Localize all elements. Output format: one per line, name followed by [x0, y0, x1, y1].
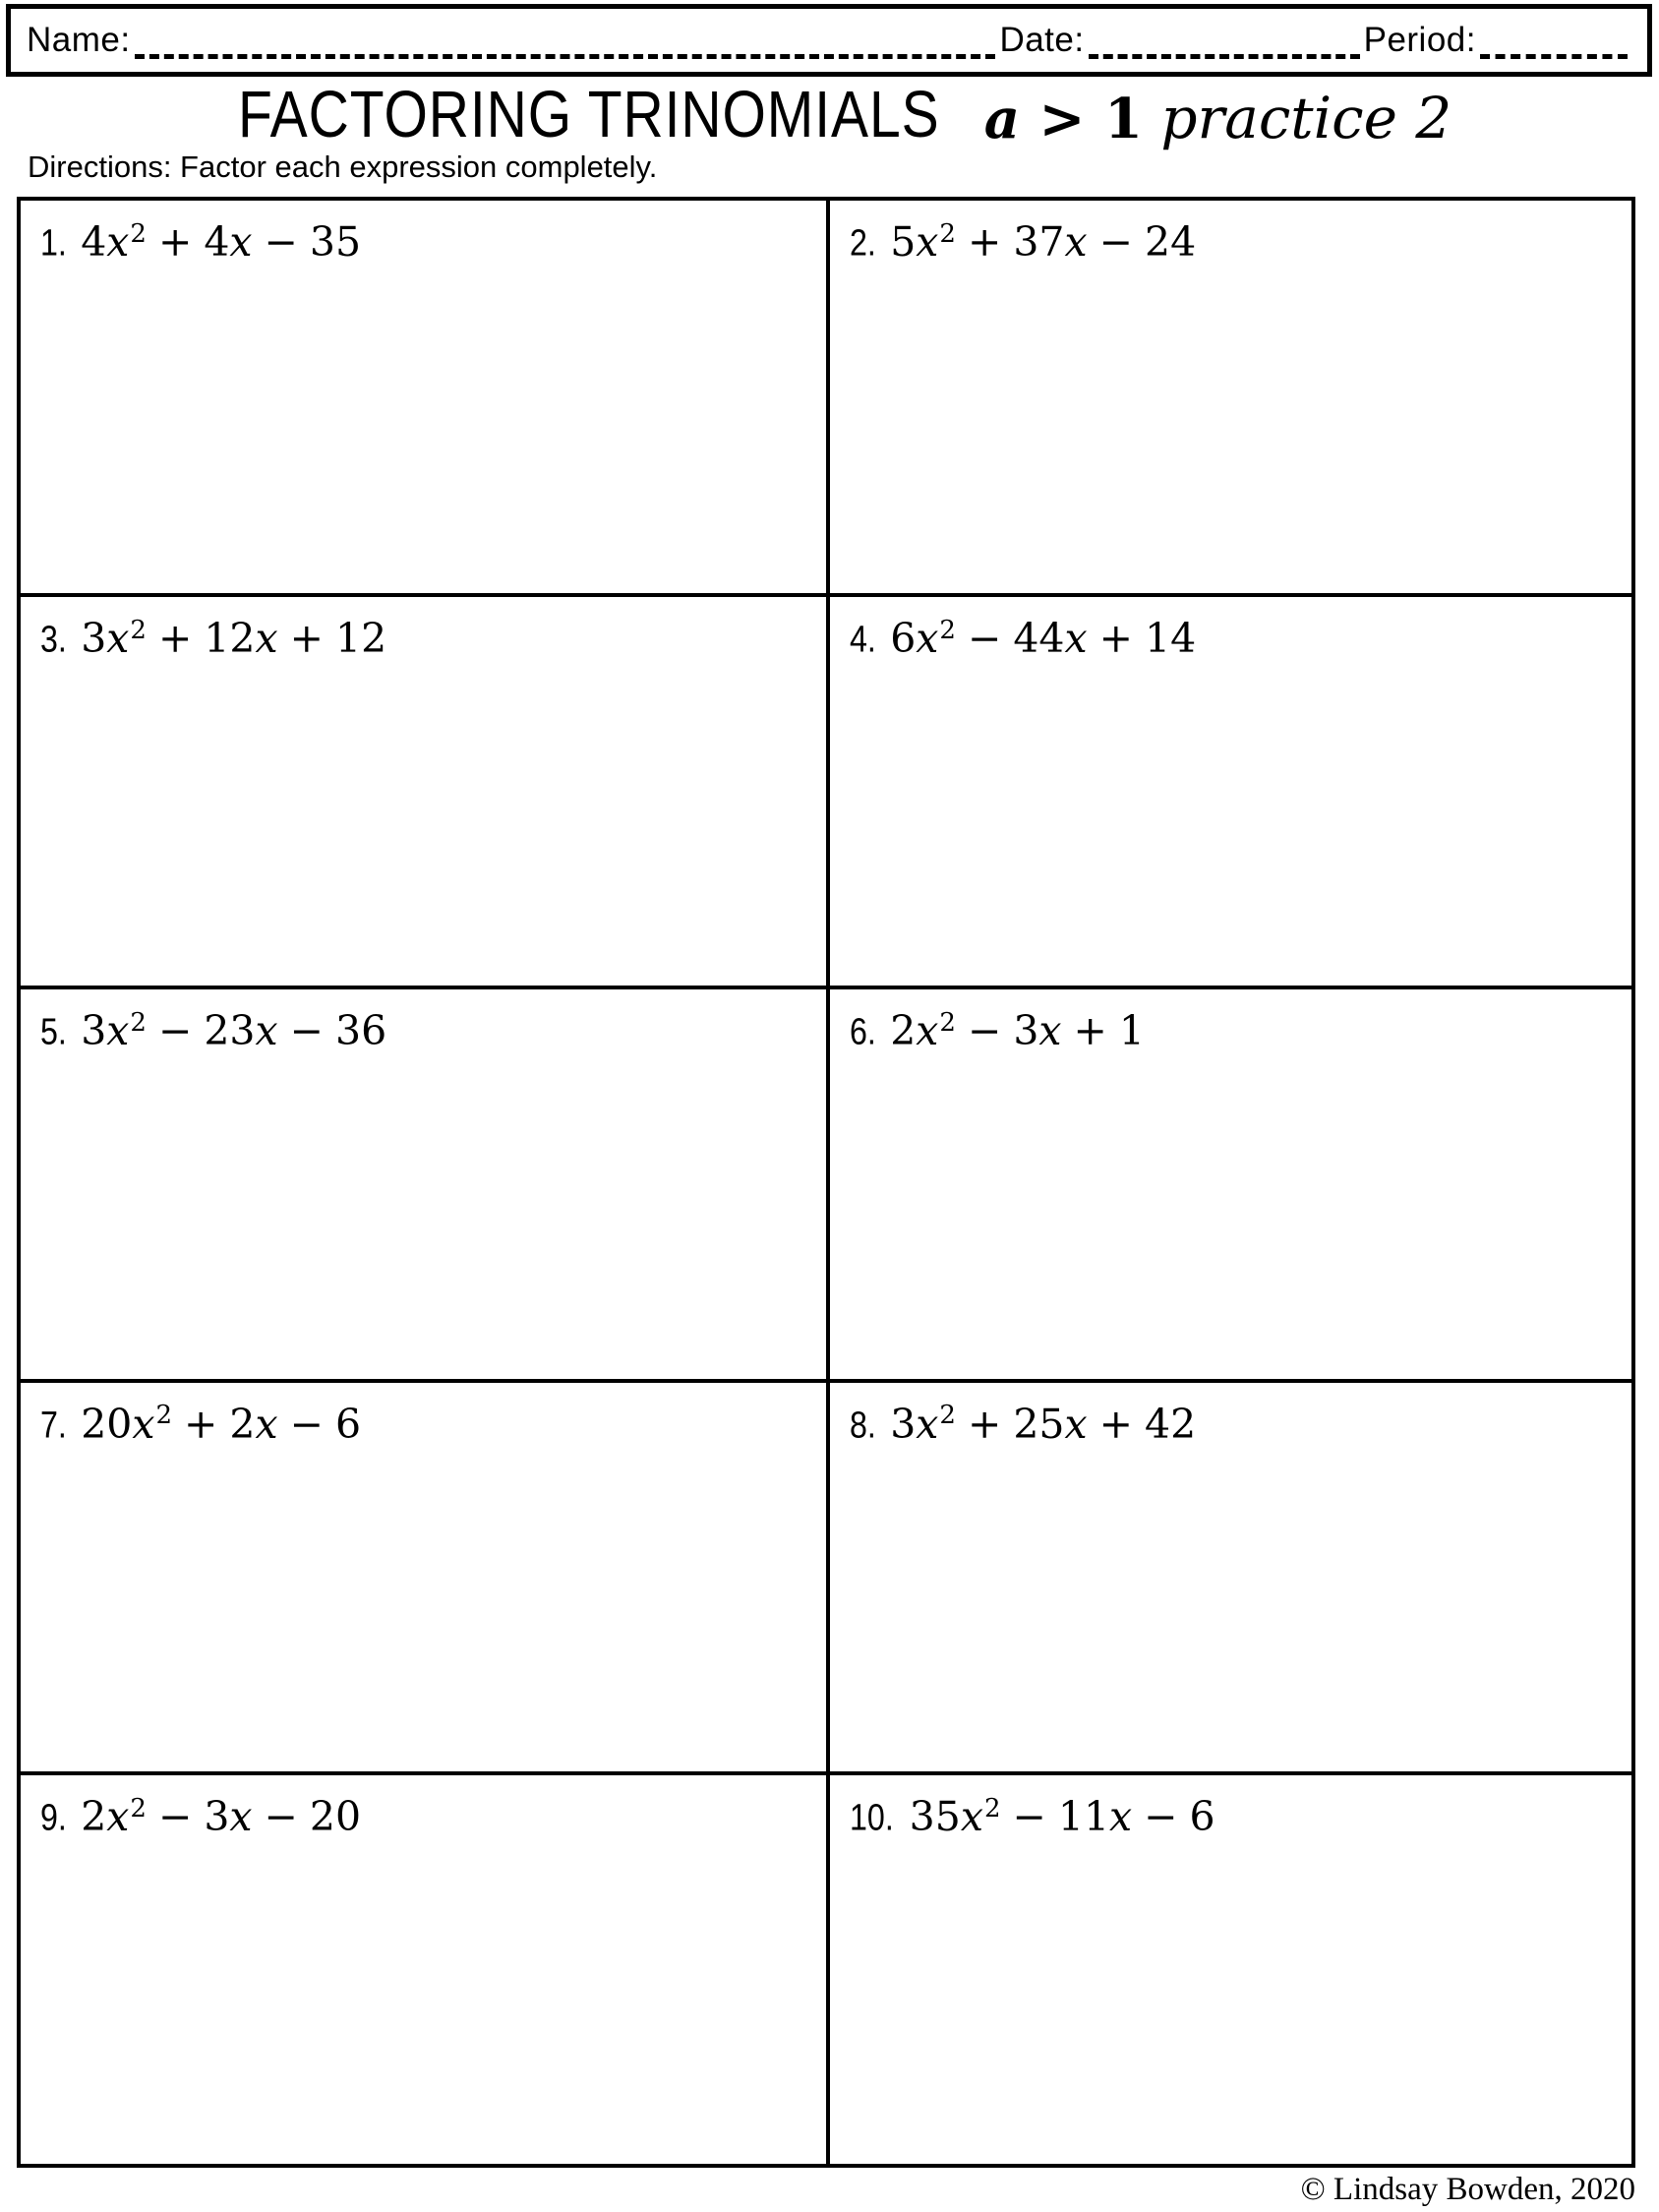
- problem-expression: $3x^2 + 12x + 12$: [81, 615, 387, 663]
- problem-expression: $35x^2 - 11x - 6$: [909, 1792, 1215, 1840]
- problems-table: [17, 197, 1635, 2168]
- title-math-relation: > 1: [1038, 87, 1143, 151]
- problem-cell-6: [826, 986, 1631, 1378]
- problem-cell-4: [826, 593, 1631, 986]
- date-label: Date:: [999, 21, 1085, 59]
- problem-expression: $5x^2 + 37x - 24$: [890, 218, 1197, 266]
- problem-expression: $20x^2 + 2x - 6$: [81, 1400, 362, 1448]
- problem-cell-8: [826, 1379, 1631, 1771]
- title-math-variable: a: [983, 87, 1021, 151]
- problem-number: 8.: [850, 1404, 876, 1446]
- period-label: Period:: [1363, 21, 1476, 59]
- title-script: practice 2: [1160, 85, 1452, 151]
- problem-cell-1: [21, 201, 826, 593]
- problem-number: 4.: [850, 618, 876, 661]
- page-title: [0, 78, 1659, 152]
- period-blank: [1480, 54, 1628, 59]
- problem-number: 2.: [850, 221, 876, 264]
- problem-cell-9: [21, 1771, 826, 2164]
- problem-number: 7.: [40, 1404, 67, 1446]
- name-label: Name:: [27, 21, 131, 59]
- problem-expression: $3x^2 + 25x + 42$: [890, 1400, 1197, 1448]
- problem-number: 10.: [850, 1796, 894, 1838]
- problem-expression: $3x^2 - 23x - 36$: [81, 1007, 387, 1055]
- title-math-condition: [984, 87, 1143, 151]
- problem-expression: $6x^2 - 44x + 14$: [890, 615, 1197, 663]
- problem-cell-5: [21, 986, 826, 1378]
- problem-expression: $2x^2 - 3x - 20$: [81, 1792, 362, 1840]
- problem-number: 1.: [40, 221, 67, 264]
- directions-text: Directions: Factor each expression completely.: [28, 149, 658, 184]
- problem-cell-3: [21, 593, 826, 986]
- copyright-notice: © Lindsay Bowden, 2020: [1300, 2172, 1635, 2207]
- problem-cell-2: [826, 201, 1631, 593]
- problem-number: 6.: [850, 1011, 876, 1053]
- problem-cell-10: [826, 1771, 1631, 2164]
- problem-expression: $2x^2 - 3x + 1$: [890, 1007, 1145, 1055]
- title-caps: FACTORING TRINOMIALS: [237, 78, 940, 151]
- date-blank: [1089, 54, 1360, 59]
- name-blank: [135, 54, 996, 59]
- problem-expression: $4x^2 + 4x - 35$: [81, 218, 362, 266]
- problem-cell-7: [21, 1379, 826, 1771]
- problem-number: 3.: [40, 618, 67, 661]
- problem-number: 9.: [40, 1796, 67, 1838]
- problem-number: 5.: [40, 1011, 67, 1053]
- header-box: [6, 4, 1652, 77]
